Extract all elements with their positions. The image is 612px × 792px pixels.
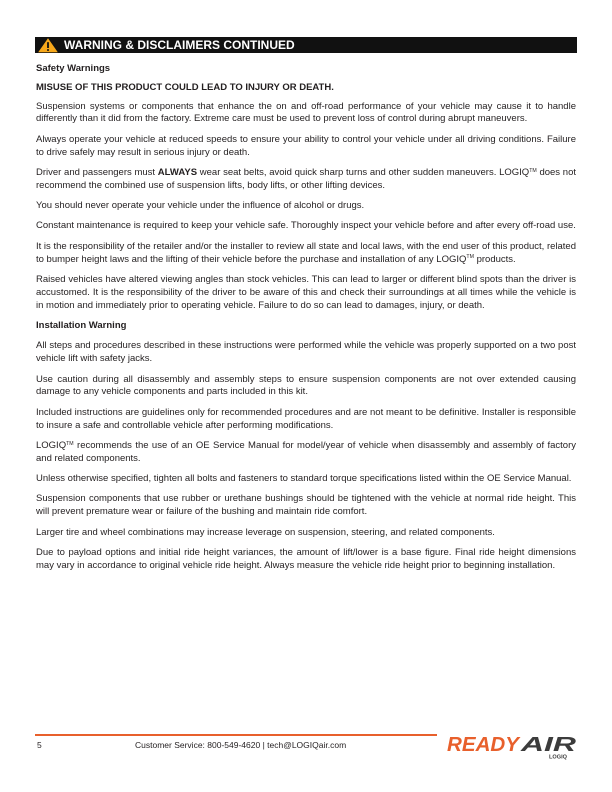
misuse-alert: MISUSE OF THIS PRODUCT COULD LEAD TO INJURY OR DEATH. (36, 81, 334, 93)
installation-warning-service-manual (36, 440, 576, 466)
text-segment: products. (473, 253, 516, 265)
text-segment: does not recommend the combined use of suspension lifts, body lifts, or other lifting devices. (36, 166, 576, 191)
logo-word-ready: READY (447, 734, 521, 756)
warnings-content (36, 63, 576, 580)
readyair-logo (445, 731, 578, 761)
trademark-mark: TM (529, 167, 537, 174)
installation-warning-torque: Unless otherwise specified, tighten all bolts and fasteners to standard torque specifications listed within the OE Service Manual. (36, 473, 572, 485)
installation-warning-bushings: Suspension components that use rubber or urethane bushings should be tightened with the vehicle at normal ride height. This will prevent premature wear or failure of the bushing and maintain ride comfort. (36, 493, 576, 518)
safety-warning-seat-belts (36, 167, 576, 193)
trademark-mark: TM (466, 254, 474, 261)
installation-warning-ride-height: Due to payload options and initial ride height variances, the amount of lift/lower is a base figure. Final ride height dimensions may vary in accordance to original vehicle ride height. Always measure the vehicle ride height prior to beginning installation. (36, 546, 576, 571)
customer-service-contact: Customer Service: 800-549-4620 | tech@LOGIQair.com (135, 740, 347, 750)
footer-divider (35, 734, 437, 735)
section-title: WARNING & DISCLAIMERS CONTINUED (64, 38, 295, 52)
installation-warning-lift: All steps and procedures described in these instructions were performed while the vehicle was properly supported on a two post vehicle lift with safety jacks. (36, 340, 576, 365)
text-segment: recommends the use of an OE Service Manual for model/year of vehicle when disassembly and assembly of factory and related components. (36, 439, 576, 464)
installation-warning-caution: Use caution during all disassembly and assembly steps to ensure suspension components are not over extended causing damage to any vehicle components and parts included in this kit. (36, 373, 576, 398)
safety-warning-speed: Always operate your vehicle at reduced speeds to ensure your ability to control your vehicle under all driving conditions. Failure to drive safely may result in serious injury or death. (36, 133, 576, 158)
section-header-bar (35, 37, 577, 53)
installation-warning-heading: Installation Warning (36, 320, 127, 332)
warning-triangle-icon (37, 37, 59, 53)
installation-warning-tire-leverage: Larger tire and wheel combinations may increase leverage on suspension, steering, and related components. (36, 526, 495, 538)
text-segment: LOGIQ (36, 439, 67, 451)
safety-warning-handling: Suspension systems or components that enhance the on and off-road performance of your vehicle may cause it to handle differently than it did from the factory. Extreme care must be used to prevent loss of control during abrupt maneuvers. (36, 100, 576, 125)
installation-warning-guidelines: Included instructions are guidelines only for recommended procedures and are not meant to be definitive. Installer is responsible to insure a safe and controllable vehicle after performing modifications. (36, 406, 576, 431)
safety-warning-maintenance: Constant maintenance is required to keep your vehicle safe. Thoroughly inspect your vehicle before and after every off-road use. (36, 220, 576, 232)
text-segment: Driver and passengers must (36, 166, 158, 178)
logo-word-air: AIR (519, 734, 577, 756)
trademark-mark: TM (66, 440, 74, 447)
text-segment: It is the responsibility of the retailer and/or the installer to review all state and local laws, with the end user of this product, related to bumper height laws and the lifting of their vehicle before the purchase and installation of any LOGIQ (36, 240, 576, 265)
page-number: 5 (37, 740, 42, 750)
safety-warnings-heading: Safety Warnings (36, 62, 111, 74)
emphasis-always: ALWAYS (157, 166, 198, 178)
safety-warning-blind-spots: Raised vehicles have altered viewing angles than stock vehicles. This can lead to larger or different blind spots than the driver is accustomed. It is the responsibility of the driver to be aware of this and check their surroundings at all times while the vehicle is in motion and immediately prior to operating vehicle. Failure to do so can lead to damages, injury, or death. (36, 273, 576, 311)
logo-sub-logiq: LOGIQ (549, 754, 568, 761)
text-segment: wear seat belts, avoid quick sharp turns and other sudden maneuvers. LOGIQ (197, 166, 530, 178)
safety-warning-alcohol: You should never operate your vehicle under the influence of alcohol or drugs. (36, 200, 365, 212)
safety-warning-legal-responsibility (36, 241, 576, 267)
